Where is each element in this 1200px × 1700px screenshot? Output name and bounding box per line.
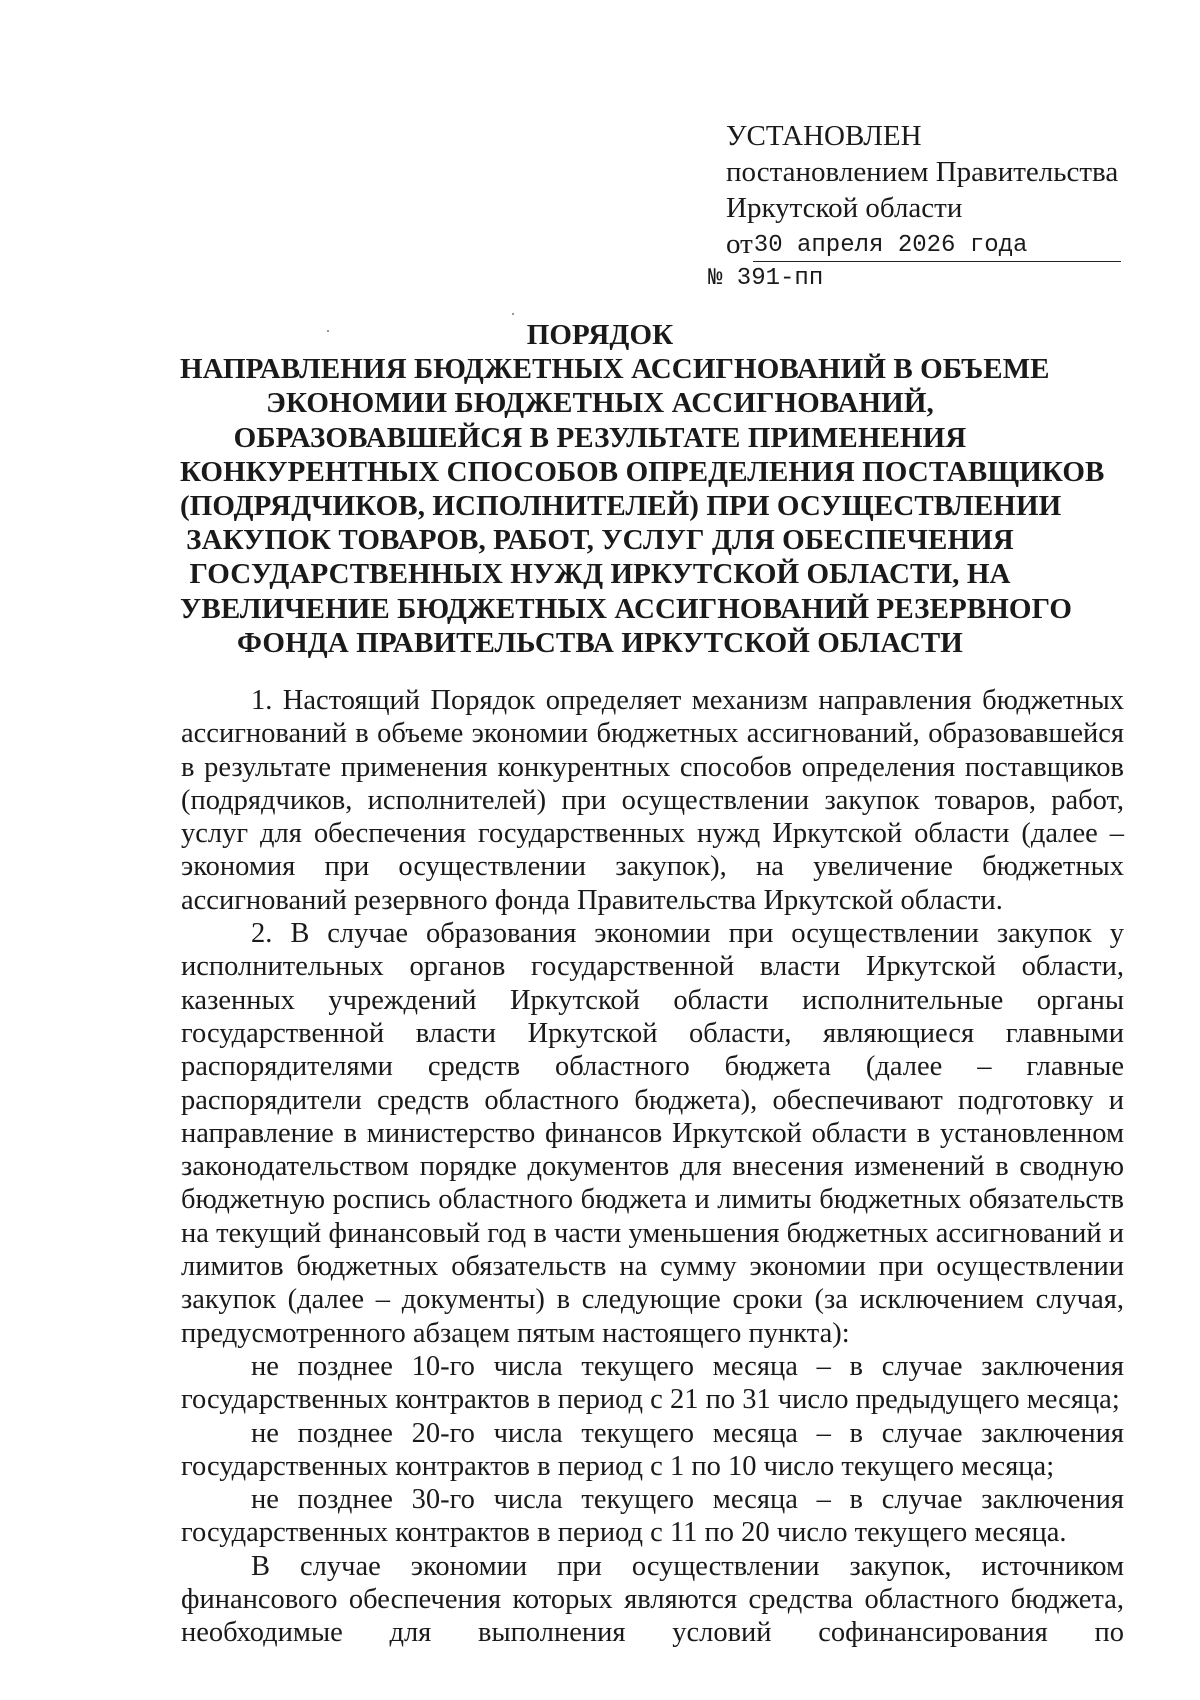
paragraph-2-line: 2. В случае образования экономии при осуществлении закупок у: [251, 918, 1124, 950]
paragraph-2-line: казенных учреждений Иркутской области исполнительные органы: [181, 984, 1124, 1016]
paragraph-1-line: экономия при осуществлении закупок), на увеличение бюджетных: [181, 851, 1124, 883]
paragraph-2-line: лимитов бюджетных обязательств на сумму экономии при осуществлении: [181, 1251, 1124, 1283]
approval-date-row: [726, 226, 1121, 262]
title-line: УВЕЛИЧЕНИЕ БЮДЖЕТНЫХ АССИГНОВАНИЙ РЕЗЕРВНОГО: [180, 592, 1073, 625]
paragraph-2-line: направление в министерство финансов Иркутской области в установленном: [181, 1117, 1124, 1149]
paragraph-2-line: исполнительных органов государственной власти Иркутской области,: [181, 951, 1124, 983]
deadline-item-2-line: государственных контрактов в период с 1 по 10 число текущего месяца;: [181, 1450, 1055, 1482]
title-line: ЭКОНОМИИ БЮДЖЕТНЫХ АССИГНОВАНИЙ,: [266, 387, 934, 420]
paragraph-2-line: распорядители средств областного бюджета), обеспечивают подготовку и: [181, 1084, 1124, 1116]
paragraph-2-line: государственной власти Иркутской области, являющиеся главными: [181, 1017, 1124, 1049]
paragraph-1-line: услуг для обеспечения государственных нужд Иркутской области (далее –: [181, 818, 1124, 850]
title-line: КОНКУРЕНТНЫХ СПОСОБОВ ОПРЕДЕЛЕНИЯ ПОСТАВЩИКОВ: [180, 455, 1105, 488]
paragraph-2-line: закупок (далее – документы) в следующие сроки (за исключением случая,: [181, 1284, 1124, 1316]
deadline-item-1-line: государственных контрактов в период с 21 по 31 число предыдущего месяца;: [181, 1384, 1120, 1416]
approval-date-prefix: от: [726, 228, 753, 260]
document-title: [180, 318, 1105, 660]
paragraph-1-line: ассигнований резервного фонда Правительства Иркутской области.: [181, 884, 1003, 916]
title-line: ОБРАЗОВАВШЕЙСЯ В РЕЗУЛЬТАТЕ ПРИМЕНЕНИЯ: [233, 421, 967, 454]
paragraph-6-line: финансового обеспечения которых являются средства областного бюджета,: [181, 1584, 1124, 1616]
paragraph-2-line: предусмотренного абзацем пятым настоящего пункта):: [181, 1317, 850, 1349]
document-body: [181, 684, 1124, 1650]
title-line: ФОНДА ПРАВИТЕЛЬСТВА ИРКУТСКОЙ ОБЛАСТИ: [237, 626, 963, 659]
paragraph-1-line: ассигнований в объеме экономии бюджетных ассигнований, образовавшейся: [181, 718, 1124, 750]
title-line: ГОСУДАРСТВЕННЫХ НУЖД ИРКУТСКОЙ ОБЛАСТИ, НА: [189, 558, 1011, 591]
paragraph-2-line: бюджетную роспись областного бюджета и лимиты бюджетных обязательств: [181, 1184, 1124, 1216]
deadline-item-3-line: государственных контрактов в период с 11 по 20 число текущего месяца.: [181, 1517, 1067, 1549]
paragraph-1-line: в результате применения конкурентных способов определения поставщиков: [181, 751, 1124, 783]
paragraph-2-line: распорядителями средств областного бюджета (далее – главные: [181, 1051, 1124, 1083]
title-line: ЗАКУПОК ТОВАРОВ, РАБОТ, УСЛУГ ДЛЯ ОБЕСПЕЧЕНИЯ: [186, 524, 1014, 557]
title-line: (ПОДРЯДЧИКОВ, ИСПОЛНИТЕЛЕЙ) ПРИ ОСУЩЕСТВЛЕНИИ: [180, 490, 1062, 523]
scan-speck: [512, 313, 514, 315]
deadline-item-3-line: не позднее 30-го числа текущего месяца – в случае заключения: [251, 1484, 1124, 1516]
approval-heading: УСТАНОВЛЕН: [726, 120, 922, 152]
approval-line-2: Иркутской области: [726, 192, 963, 224]
paragraph-1-line: 1. Настоящий Порядок определяет механизм направления бюджетных: [251, 685, 1124, 716]
paragraph-1-line: (подрядчиков, исполнителей) при осуществлении закупок товаров, работ,: [181, 784, 1124, 816]
approval-line-1: постановлением Правительства: [726, 156, 1119, 188]
paragraph-2-line: на текущий финансовый год в части уменьшения бюджетных ассигнований и: [181, 1217, 1124, 1249]
deadline-item-1-line: не позднее 10-го числа текущего месяца – в случае заключения: [251, 1350, 1124, 1382]
paragraph-6-line: В случае экономии при осуществлении закупок, источником: [251, 1550, 1124, 1582]
approval-date: 30 апреля 2026 года: [753, 231, 1121, 262]
deadline-item-2-line: не позднее 20-го числа текущего месяца – в случае заключения: [251, 1417, 1124, 1449]
approval-number: № 391-пп: [708, 265, 824, 292]
paragraph-2-line: законодательством порядке документов для внесения изменений в сводную: [181, 1151, 1124, 1183]
paragraph-6-line: необходимые для выполнения условий софинансирования по: [181, 1617, 1124, 1649]
title-line: НАПРАВЛЕНИЯ БЮДЖЕТНЫХ АССИГНОВАНИЙ В ОБЪЕМЕ: [180, 353, 1050, 386]
title-heading: ПОРЯДОК: [526, 319, 674, 351]
approval-block: [708, 118, 1126, 292]
